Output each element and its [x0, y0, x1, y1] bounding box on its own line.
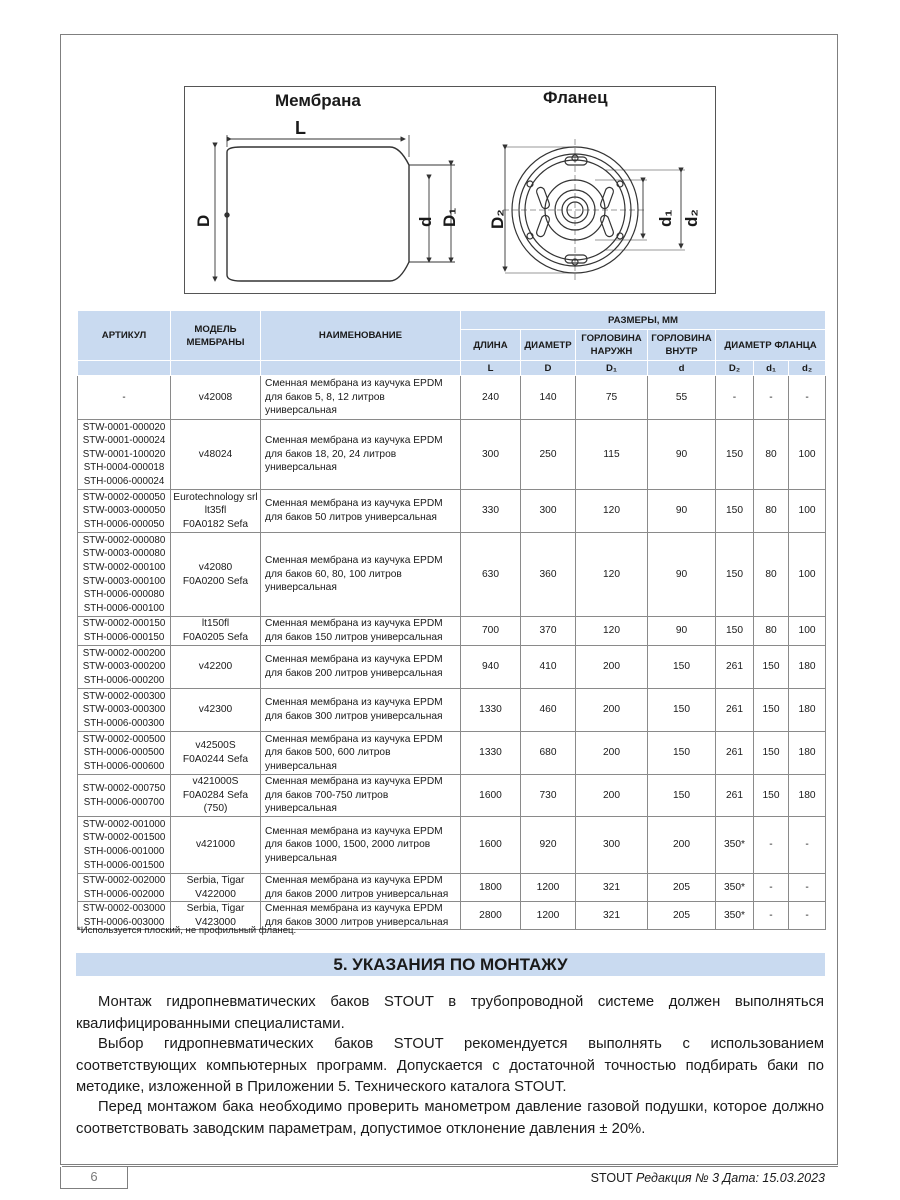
cell-article-line: STH-0006-002000	[83, 888, 165, 900]
cell-article	[78, 533, 171, 617]
cell-model	[171, 732, 261, 775]
cell-model-line: lt35fl	[204, 505, 227, 517]
cell-d: 200	[648, 817, 716, 874]
cell-article-line: STW-0002-000050	[82, 491, 166, 503]
cell-model-line: Serbia, Tigar	[186, 875, 245, 886]
paragraph-3: Перед монтажом бака необходимо проверить манометром давление газовой подушки, которое должно соответствовать заводским параметрам, допустимое отклонение давления ± 20%.	[76, 1099, 824, 1137]
header-length: ДЛИНА	[461, 330, 521, 361]
cell-name-line: Сменная мембрана из каучука EPDM	[265, 825, 443, 837]
cell-article	[78, 646, 171, 689]
cell-name-line: Сменная мембрана из каучука EPDM	[265, 776, 443, 788]
cell-name-line: Сменная мембрана из каучука EPDM	[265, 654, 443, 666]
cell-model-line: v421000S	[192, 776, 239, 788]
cell-name-line: для баков 500, 600 литров	[265, 747, 391, 759]
header-neck-inner: ГОРЛОВИНА ВНУТР	[648, 330, 716, 361]
cell-name-line: для баков 3000 литров универсальная	[265, 916, 449, 928]
cell-d: 90	[648, 490, 716, 533]
technical-drawing	[184, 86, 716, 294]
cell-name-line: универсальная	[265, 803, 337, 815]
cell-d2: 180	[789, 732, 826, 775]
cell-d: 55	[648, 376, 716, 420]
cell-name-line: для баков 18, 20, 24 литров	[265, 448, 397, 460]
cell-model-line: v42200	[198, 661, 233, 673]
cell-name-line: универсальная	[265, 462, 337, 474]
cell-article-line: STW-0003-000080	[82, 548, 166, 560]
cell-model	[171, 775, 261, 817]
cell-D2: 150	[716, 490, 754, 533]
cell-L: 1800	[461, 874, 521, 902]
cell-name	[261, 420, 461, 490]
drawing-svg	[185, 87, 715, 293]
cell-name	[261, 817, 461, 874]
cell-D1: 200	[576, 646, 648, 689]
cell-D2: 150	[716, 420, 754, 490]
table-row	[78, 533, 826, 617]
cell-article-line: -	[122, 391, 126, 403]
cell-D2: 261	[716, 732, 754, 775]
cell-name-line: для баков 60, 80, 100 литров	[265, 568, 402, 580]
cell-d: 150	[648, 689, 716, 732]
cell-L: 630	[461, 533, 521, 617]
cell-article-line: STH-0006-001500	[83, 859, 165, 871]
cell-article	[78, 874, 171, 902]
label-d2: d₂	[682, 209, 701, 227]
table-row	[78, 817, 826, 874]
cell-name	[261, 617, 461, 646]
cell-d1: 80	[754, 533, 789, 617]
header-sym-D1: D₁	[576, 361, 648, 376]
cell-d2: -	[789, 902, 826, 930]
cell-name	[261, 732, 461, 775]
cell-article-line: STW-0002-000500	[82, 733, 166, 745]
cell-article	[78, 490, 171, 533]
table-row	[78, 874, 826, 902]
cell-d1: 150	[754, 646, 789, 689]
cell-L: 1330	[461, 689, 521, 732]
header-model: МОДЕЛЬ МЕМБРАНЫ	[171, 311, 261, 361]
label-D: D	[194, 214, 213, 227]
cell-model	[171, 617, 261, 646]
cell-L: 300	[461, 420, 521, 490]
cell-D: 410	[521, 646, 576, 689]
cell-name	[261, 376, 461, 420]
table-row	[78, 376, 826, 420]
cell-article	[78, 817, 171, 874]
cell-D1: 75	[576, 376, 648, 420]
cell-d: 150	[648, 732, 716, 775]
cell-model-line: v42008	[198, 391, 233, 403]
table-row	[78, 646, 826, 689]
cell-article-line: STH-0006-001000	[83, 846, 165, 857]
cell-article-line: STH-0006-000080	[83, 589, 165, 601]
cell-article-line: STH-0006-000024	[83, 475, 165, 487]
cell-name-line: Сменная мембрана из каучука EPDM	[265, 555, 443, 567]
cell-d2: 180	[789, 689, 826, 732]
cell-article-line: STH-0006-000200	[83, 674, 165, 686]
cell-model-line: v42300	[198, 704, 233, 716]
cell-model-line: F0A0244 Sefa	[182, 754, 249, 765]
cell-D2: 150	[716, 533, 754, 617]
membrane-drawing	[215, 135, 455, 281]
cell-article-line: STW-0001-000020	[82, 421, 166, 433]
cell-model-line: v42500S	[195, 740, 236, 752]
cell-article	[78, 376, 171, 420]
cell-name-line: для баков 200 литров универсальная	[265, 668, 443, 679]
cell-d1: -	[754, 376, 789, 420]
cell-article-line: STH-0006-000100	[83, 602, 165, 614]
cell-d2: -	[789, 874, 826, 902]
cell-article-line: STH-0006-000700	[83, 796, 165, 808]
cell-name-line: Сменная мембрана из каучука EPDM	[265, 733, 443, 745]
cell-d2: 100	[789, 533, 826, 617]
cell-name-line: универсальная	[265, 760, 337, 772]
header-flange-diameter: ДИАМЕТР ФЛАНЦА	[716, 330, 826, 361]
section-title: 5. УКАЗАНИЯ ПО МОНТАЖУ	[76, 953, 825, 976]
table-row	[78, 775, 826, 817]
cell-D2: 261	[716, 775, 754, 817]
cell-D2: 350*	[716, 902, 754, 930]
spec-table	[77, 310, 826, 930]
header-sym-d: d	[648, 361, 716, 376]
cell-D: 680	[521, 732, 576, 775]
header-row-3	[78, 361, 826, 376]
cell-D1: 200	[576, 732, 648, 775]
paragraph-1: Монтаж гидропневматических баков STOUT в трубопроводной системе должен выполняться квалифицированными специалистами.	[76, 994, 824, 1032]
cell-D2: 350*	[716, 817, 754, 874]
cell-name-line: для баков 150 литров универсальная	[265, 632, 443, 643]
cell-name-line: для баков 50 литров универсальная	[265, 512, 437, 523]
cell-L: 700	[461, 617, 521, 646]
header-sym-D2: D₂	[716, 361, 754, 376]
cell-d1: -	[754, 902, 789, 930]
cell-article-line: STW-0002-000080	[82, 534, 166, 546]
footer-rule	[62, 1166, 838, 1167]
cell-name-line: Сменная мембрана из каучука EPDM	[265, 435, 443, 447]
cell-name-line: для баков 5, 8, 12 литров	[265, 391, 385, 403]
cell-name	[261, 874, 461, 902]
cell-D: 300	[521, 490, 576, 533]
header-sym-D: D	[521, 361, 576, 376]
cell-name-line: универсальная	[265, 852, 337, 864]
cell-d1: 80	[754, 617, 789, 646]
cell-D1: 300	[576, 817, 648, 874]
cell-article-line: STW-0002-001000	[82, 818, 166, 830]
header-row-1	[78, 311, 826, 330]
cell-d1: 150	[754, 732, 789, 775]
footer-revision	[591, 1171, 825, 1185]
cell-article-line: STW-0002-000200	[82, 647, 166, 659]
cell-d: 150	[648, 775, 716, 817]
cell-name-line: Сменная мембрана из каучука EPDM	[265, 875, 443, 886]
cell-D: 370	[521, 617, 576, 646]
cell-D: 140	[521, 376, 576, 420]
cell-L: 1600	[461, 817, 521, 874]
cell-name	[261, 490, 461, 533]
header-sym-d1: d₁	[754, 361, 789, 376]
cell-d2: 100	[789, 490, 826, 533]
cell-model-line: (750)	[203, 803, 228, 815]
cell-d2: 180	[789, 646, 826, 689]
cell-article	[78, 775, 171, 817]
cell-D: 730	[521, 775, 576, 817]
cell-d: 205	[648, 902, 716, 930]
cell-d: 90	[648, 533, 716, 617]
page-number: 6	[60, 1167, 128, 1189]
cell-D1: 200	[576, 689, 648, 732]
cell-D2: 150	[716, 617, 754, 646]
cell-article-line: STH-0006-000500	[83, 747, 165, 759]
cell-model-line: v42080	[198, 561, 233, 573]
cell-name-line: Сменная мембрана из каучука EPDM	[265, 618, 443, 630]
cell-L: 330	[461, 490, 521, 533]
cell-name-line: Сменная мембрана из каучука EPDM	[265, 378, 443, 390]
cell-L: 940	[461, 646, 521, 689]
cell-article-line: STW-0003-000050	[82, 505, 166, 517]
cell-model-line: v48024	[198, 448, 233, 460]
header-neck-outer: ГОРЛОВИНА НАРУЖН	[576, 330, 648, 361]
cell-D2: -	[716, 376, 754, 420]
cell-d2: 100	[789, 420, 826, 490]
cell-model	[171, 533, 261, 617]
cell-article	[78, 420, 171, 490]
cell-model	[171, 817, 261, 874]
header-sym-d2: d₂	[789, 361, 826, 376]
cell-model-line: F0A0284 Sefa	[182, 789, 249, 801]
cell-name-line: Сменная мембрана из каучука EPDM	[265, 903, 443, 915]
cell-model	[171, 646, 261, 689]
footer-revision-text: Редакция № 3 Дата: 15.03.2023	[636, 1171, 825, 1185]
cell-article-line: STH-0006-000600	[83, 760, 165, 772]
cell-D: 460	[521, 689, 576, 732]
cell-D1: 120	[576, 533, 648, 617]
cell-article-line: STW-0002-003000	[82, 903, 166, 915]
cell-D: 1200	[521, 902, 576, 930]
cell-D1: 115	[576, 420, 648, 490]
cell-article-line: STH-0004-000018	[83, 462, 165, 474]
label-L: L	[295, 118, 306, 138]
cell-article	[78, 617, 171, 646]
cell-d: 150	[648, 646, 716, 689]
paragraph-2: Выбор гидропневматических баков STOUT рекомендуется выполнять с использованием соответствующих компьютерных программ. Допускается с достаточной точностью подбирать баки по методике, изложенной в Приложении 5. Технического каталога STOUT.	[76, 1036, 824, 1095]
label-d: d	[416, 216, 435, 227]
cell-d2: 180	[789, 775, 826, 817]
cell-D1: 200	[576, 775, 648, 817]
cell-name-line: универсальная	[265, 582, 337, 594]
cell-article-line: STW-0003-000300	[82, 704, 166, 716]
cell-D: 360	[521, 533, 576, 617]
cell-article	[78, 732, 171, 775]
cell-d: 90	[648, 617, 716, 646]
cell-D1: 321	[576, 902, 648, 930]
cell-model-line: Eurotechnology srl	[173, 491, 258, 503]
cell-name	[261, 646, 461, 689]
cell-model-line: lt150fl	[201, 618, 230, 630]
cell-name-line: для баков 1000, 1500, 2000 литров	[265, 839, 431, 851]
cell-name-line: для баков 2000 литров универсальная	[265, 888, 449, 900]
cell-d1: 80	[754, 490, 789, 533]
flange-title: Фланец	[543, 88, 608, 107]
cell-D1: 120	[576, 617, 648, 646]
header-sym-L: L	[461, 361, 521, 376]
cell-model-line: Serbia, Tigar	[186, 903, 245, 915]
cell-model-line: V423000	[195, 916, 236, 928]
cell-article	[78, 689, 171, 732]
cell-article-line: STW-0002-000150	[82, 618, 166, 630]
cell-article-line: STW-0002-000750	[82, 782, 166, 794]
cell-model	[171, 376, 261, 420]
cell-name-line: Сменная мембрана из каучука EPDM	[265, 498, 443, 510]
cell-article-line: STW-0002-002000	[82, 875, 166, 886]
label-d1: d₁	[656, 209, 675, 227]
cell-article-line: STW-0002-001500	[82, 832, 166, 844]
cell-model-line: V422000	[195, 888, 236, 900]
table-row	[78, 617, 826, 646]
cell-model-line: F0A0205 Sefa	[182, 632, 249, 643]
cell-article-line: STW-0001-000024	[82, 435, 166, 447]
cell-D2: 261	[716, 689, 754, 732]
header-name: НАИМЕНОВАНИЕ	[261, 311, 461, 361]
cell-name	[261, 533, 461, 617]
footer-brand: STOUT	[590, 1171, 633, 1185]
cell-d1: 80	[754, 420, 789, 490]
header-diameter: ДИАМЕТР	[521, 330, 576, 361]
cell-name	[261, 775, 461, 817]
table-row	[78, 732, 826, 775]
table-body	[78, 376, 826, 930]
cell-D2: 261	[716, 646, 754, 689]
cell-article-line: STW-0002-000100	[82, 561, 166, 573]
cell-article-line: STH-0006-000300	[83, 717, 165, 729]
label-D2: D₂	[488, 209, 507, 229]
table-row	[78, 689, 826, 732]
cell-d2: 100	[789, 617, 826, 646]
header-dimensions: РАЗМЕРЫ, ММ	[461, 311, 826, 330]
table-row	[78, 420, 826, 490]
cell-name-line: для баков 300 литров универсальная	[265, 711, 443, 722]
cell-name-line: для баков 700-750 литров	[265, 789, 389, 801]
cell-d2: -	[789, 817, 826, 874]
cell-model-line: v421000	[195, 839, 236, 851]
cell-model	[171, 490, 261, 533]
cell-article-line: STH-0006-000050	[83, 518, 165, 530]
cell-D2: 350*	[716, 874, 754, 902]
cell-d1: -	[754, 874, 789, 902]
cell-name-line: Сменная мембрана из каучука EPDM	[265, 697, 443, 709]
cell-L: 2800	[461, 902, 521, 930]
cell-D: 250	[521, 420, 576, 490]
cell-article-line: STW-0003-000100	[82, 575, 166, 587]
cell-D: 1200	[521, 874, 576, 902]
cell-d: 90	[648, 420, 716, 490]
cell-name	[261, 689, 461, 732]
cell-L: 1600	[461, 775, 521, 817]
cell-L: 1330	[461, 732, 521, 775]
label-D1: D₁	[440, 207, 459, 227]
cell-article-line: STW-0001-100020	[82, 448, 166, 460]
cell-model	[171, 874, 261, 902]
table-row	[78, 490, 826, 533]
cell-model	[171, 420, 261, 490]
cell-d1: 150	[754, 689, 789, 732]
cell-d: 205	[648, 874, 716, 902]
cell-article-line: STH-0006-003000	[83, 916, 165, 928]
cell-D1: 120	[576, 490, 648, 533]
cell-d1: -	[754, 817, 789, 874]
membrane-title: Мембрана	[275, 91, 361, 110]
cell-L: 240	[461, 376, 521, 420]
cell-model-line: F0A0182 Sefa	[182, 518, 249, 530]
cell-article-line: STW-0002-000300	[82, 690, 166, 702]
cell-name-line: универсальная	[265, 405, 337, 417]
footnote: *Используется плоский, не профильный фланец.	[77, 925, 297, 936]
cell-D1: 321	[576, 874, 648, 902]
cell-model	[171, 689, 261, 732]
cell-D: 920	[521, 817, 576, 874]
cell-article-line: STW-0003-000200	[82, 661, 166, 673]
cell-article-line: STH-0006-000150	[83, 632, 165, 643]
cell-d1: 150	[754, 775, 789, 817]
cell-model-line: F0A0200 Sefa	[182, 575, 249, 587]
cell-d2: -	[789, 376, 826, 420]
header-article: АРТИКУЛ	[78, 311, 171, 361]
